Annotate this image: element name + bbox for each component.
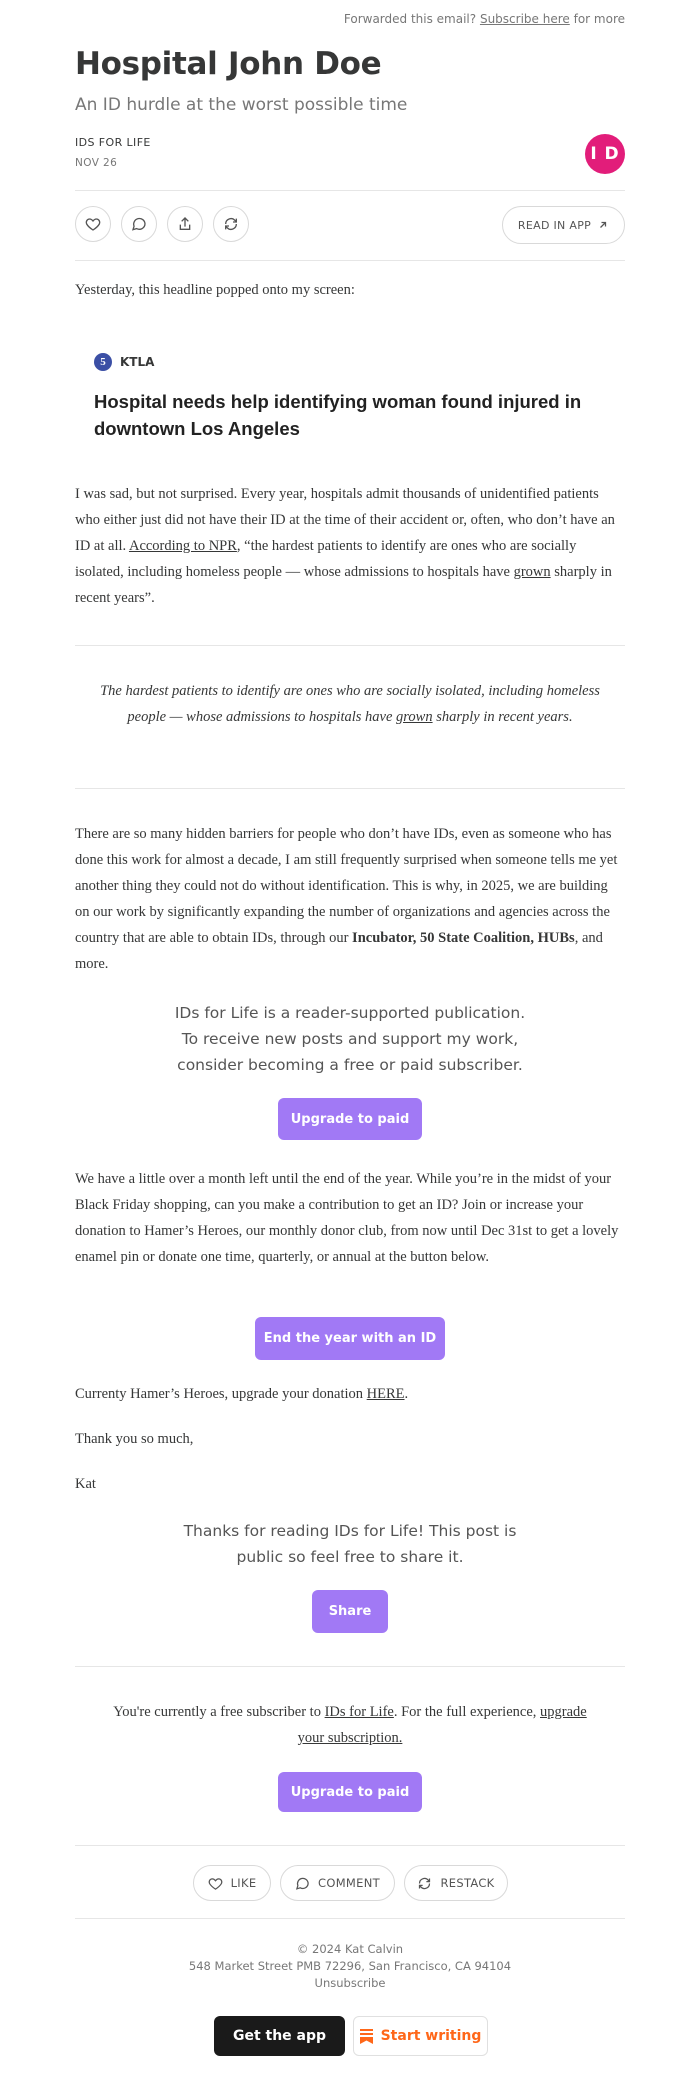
share-icon [177,216,193,232]
publication-name[interactable]: IDS FOR LIFE [75,136,151,149]
share-post-button[interactable]: Share [312,1590,388,1633]
bold-programs: Incubator, 50 State Coalition, HUBs [352,930,575,946]
text: Currenty Hamer’s Heroes, upgrade your donation [75,1386,367,1402]
read-in-app-button[interactable] [502,206,625,244]
share-button[interactable] [167,206,203,242]
text: You're currently a free subscriber to [113,1704,325,1720]
text: There are so many hidden barriers for people who don’t have IDs, even as someone who has done this work for almost a decade, I am still frequently surprised when someone tells me yet another thing they could not do without identification. This is why, in 2025, we are building on our work by significantly expanding the number of organizations and agencies across the country that are able to obtain IDs, through our [75,826,618,946]
divider [75,1918,625,1919]
text: sharply in recent years. [432,709,573,725]
comment-icon [131,216,147,232]
thanks-line: Thank you so much, [75,1431,194,1447]
divider [75,260,625,261]
divider [75,1845,625,1846]
upgrade-subscription-link[interactable]: upgrade your subscription. [297,1704,587,1746]
restack-pill-button[interactable] [404,1865,508,1901]
read-in-app-label: READ IN APP [517,218,592,232]
restack-label: RESTACK [440,1876,495,1890]
upgrade-to-paid-button[interactable]: Upgrade to paid [278,1098,422,1140]
subscriber-notice [110,1699,590,1751]
intro-paragraph: Yesterday, this headline popped onto my screen: [75,282,355,298]
pull-quote [90,678,610,730]
start-writing-label: Start writing [380,2028,482,2044]
paragraph-npr [75,481,625,611]
restack-icon [417,1876,432,1891]
comment-pill-button[interactable] [280,1865,395,1901]
embed-source-name: KTLA [120,355,155,369]
divider [75,190,625,191]
text: . For the full experience, [393,1704,541,1720]
divider [75,1666,625,1667]
mailing-address: 548 Market Street PMB 72296, San Francisco, CA 94104 [188,1959,512,1973]
paragraph-barriers [75,821,625,977]
restack-icon [223,216,239,232]
end-year-button[interactable]: End the year with an ID [255,1317,445,1360]
heart-icon [85,216,101,232]
here-link[interactable]: HERE [366,1386,405,1402]
forwarded-text: Forwarded this email? [343,12,477,26]
like-pill-button[interactable] [193,1865,271,1901]
copyright: © 2024 Kat Calvin [296,1942,404,1956]
quote-grown-link[interactable]: grown [396,709,433,725]
get-the-app-button[interactable]: Get the app [214,2016,345,2056]
embed-headline[interactable]: Hospital needs help identifying woman found injured in downtown Los Angeles [94,391,582,439]
text: I was sad, but not surprised. Every year, hospitals admit thousands of unidentified patients who either just did not have their ID at the time of their accident or, often, who don’t have an ID at all. [75,486,615,554]
comment-label: COMMENT [318,1876,380,1890]
subscribe-link[interactable]: Subscribe here [479,12,570,26]
text: The hardest patients to identify are ones who are socially isolated, including homeless people — whose admissions to hospitals have [100,683,600,725]
post-subtitle: An ID hurdle at the worst possible time [75,95,408,115]
like-button[interactable] [75,206,111,242]
paragraph-upgrade-donation [75,1381,625,1407]
subscribe-promo: IDs for Life is a reader-supported publication. To receive new posts and support my work, consider becoming a free or paid subscriber. [174,1004,526,1074]
divider [75,788,625,789]
comment-button[interactable] [121,206,157,242]
arrow-up-right-icon [597,219,609,231]
text: . [404,1386,409,1402]
publication-avatar[interactable]: I D [585,134,625,174]
forwarded-note [344,12,625,26]
heart-icon [208,1876,223,1891]
text: , and more. [75,930,603,972]
substack-logo-icon [360,2029,373,2044]
post-title[interactable]: Hospital John Doe [75,46,382,82]
signoff: Kat [75,1476,96,1492]
like-label: LIKE [230,1876,257,1890]
start-writing-button[interactable] [353,2016,488,2056]
text: , “the hardest patients to identify are ones who are socially isolated, including homeless people — whose admissions to hospitals have [75,538,577,580]
for-more-text: for more [573,12,625,26]
ktla-logo: 5 [94,353,112,371]
paragraph-donation: We have a little over a month left until the end of the year. While you’re in the midst of your Black Friday shopping, can you make a contribution to get an ID? Join or increase your donation to Hamer’s Heroes, our monthly donor club, from now until Dec 31st to get a lovely enamel pin or donate one time, quarterly, or annual at the button below. [75,1171,619,1265]
embed-source[interactable] [94,353,154,371]
comment-icon [295,1876,310,1891]
publication-link[interactable]: IDs for Life [324,1704,394,1720]
text: sharply in recent years”. [75,564,612,606]
post-date: NOV 26 [75,157,118,169]
grown-link[interactable]: grown [513,564,551,580]
upgrade-to-paid-button-2[interactable]: Upgrade to paid [278,1772,422,1812]
restack-button[interactable] [213,206,249,242]
npr-link[interactable]: According to NPR [128,538,237,554]
divider [75,645,625,646]
unsubscribe-link[interactable]: Unsubscribe [314,1976,386,1990]
share-promo: Thanks for reading IDs for Life! This post is public so feel free to share it. [183,1522,517,1566]
